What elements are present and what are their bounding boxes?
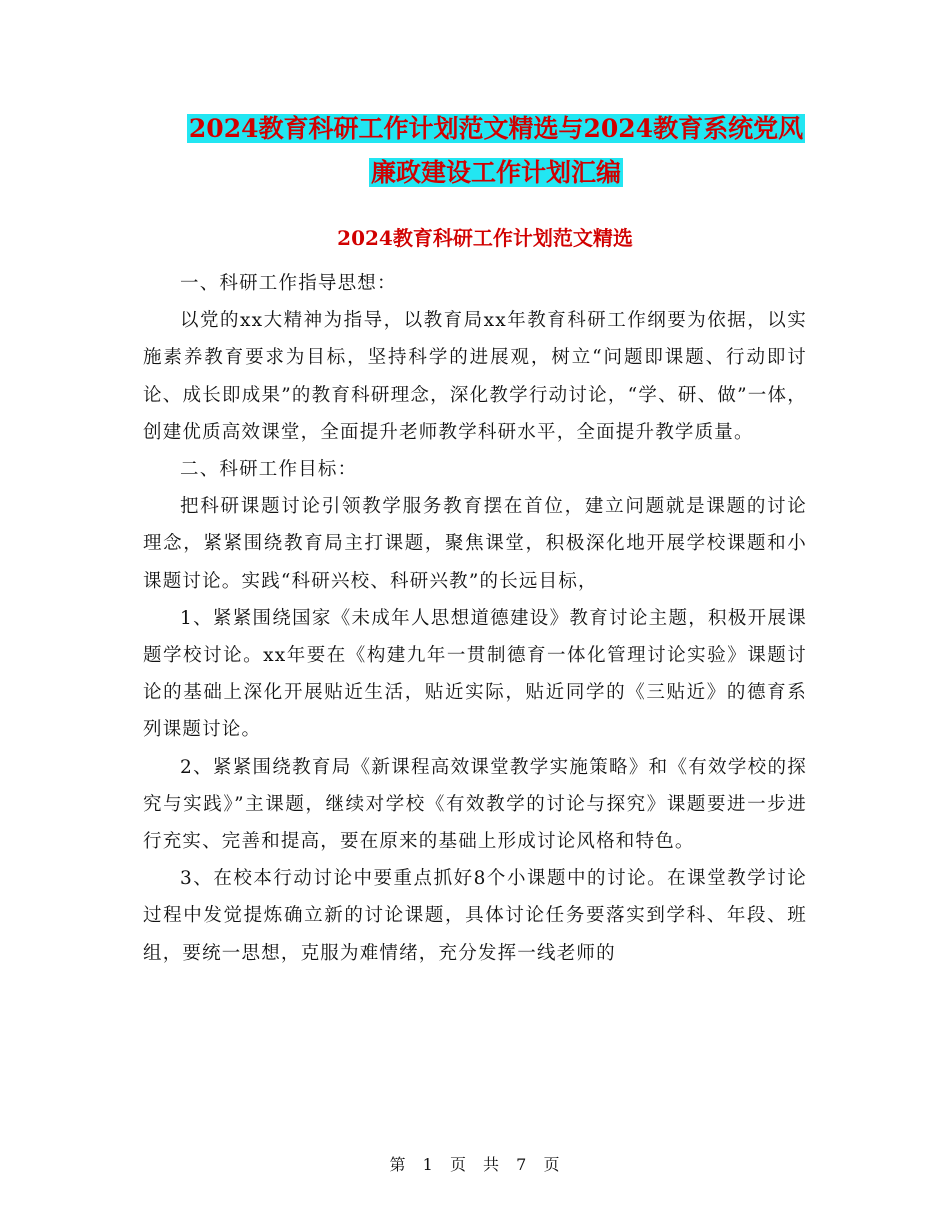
- footer-prefix: 第: [389, 1155, 407, 1174]
- section-title: 2024教育科研工作计划范文精选: [337, 226, 633, 250]
- paragraph-guiding-ideology: 以党的xx大精神为指导，以教育局xx年教育科研工作纲要为依据，以实施素养教育要求为目标，坚持科学的进展观，树立“问题即课题、行动即讨论、成长即成果”的教育科研理念，深化教学行动讨论，“学、研、做”一体，创建优质高效课堂，全面提升老师教学科研水平，全面提升教学质量。: [143, 310, 807, 443]
- heading-research-goals: 二、科研工作目标：: [180, 459, 358, 481]
- paragraph-goal-1: 1、紧紧围绕国家《未成年人思想道德建设》教育讨论主题，积极开展课题学校讨论。xx年要在《构建九年一贯制德育一体化管理讨论实验》课题讨论的基础上深化开展贴近生活，贴近实际，贴近同学的《三贴近》的德育系列课题讨论。: [143, 607, 807, 741]
- paragraph-goal-2: 2、紧紧围绕教育局《新课程高效课堂教学实施策略》和《有效学校的探究与实践》”主课题，继续对学校《有效教学的讨论与探究》课题要进一步进行充实、完善和提高，要在原来的基础上形成讨论风格和特色。: [143, 756, 807, 853]
- page-number-footer: [0, 1152, 950, 1175]
- paragraph-research-goals: 把科研课题讨论引领教学服务教育摆在首位，建立问题就是课题的讨论理念，紧紧围绕教育局主打课题，聚焦课堂，积极深化地开展学校课题和小课题讨论。实践“科研兴校、科研兴教”的长远目标，: [143, 496, 807, 592]
- document-title-line-1-text: 2024教育科研工作计划范文精选与2024教育系统党风: [188, 114, 804, 143]
- footer-current-page: 1: [422, 1155, 434, 1174]
- footer-page-label: 页: [449, 1155, 467, 1174]
- document-body: [143, 265, 807, 972]
- document-title-line-2: [140, 154, 852, 192]
- heading-guiding-ideology: 一、科研工作指导思想：: [180, 273, 397, 294]
- footer-total-suffix: 页: [543, 1155, 561, 1174]
- footer-total-prefix: 共: [483, 1155, 501, 1174]
- document-title-line-2-text: 廉政建设工作计划汇编: [370, 158, 621, 187]
- document-title-line-1: [140, 110, 852, 148]
- footer-total-pages: 7: [516, 1155, 528, 1174]
- paragraph-goal-3: 3、在校本行动讨论中要重点抓好8个小课题中的讨论。在课堂教学讨论过程中发觉提炼确立新的讨论课题，具体讨论任务要落实到学科、年段、班组，要统一思想，克服为难情绪，充分发挥一线老师的: [143, 868, 807, 964]
